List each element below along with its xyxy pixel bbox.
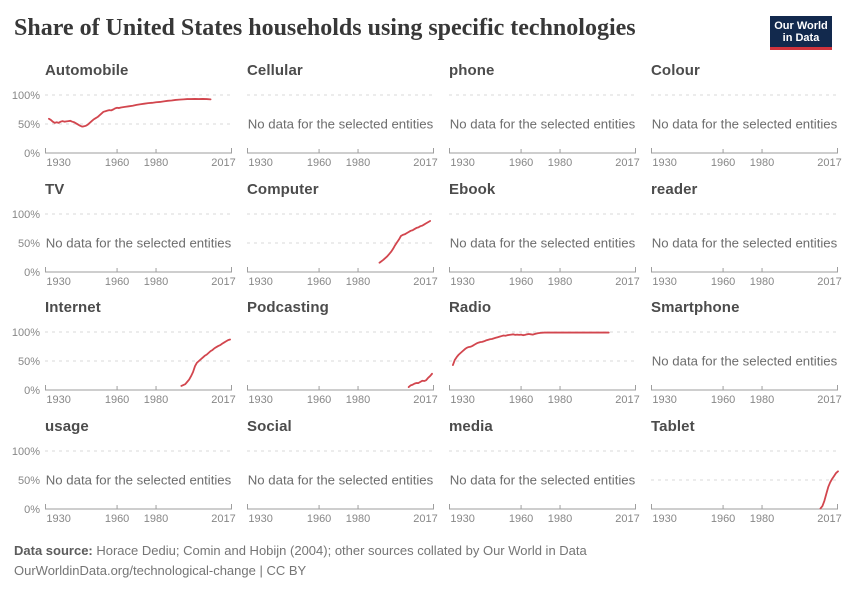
x-tick-label: 2017 (817, 157, 842, 169)
no-data-message: No data for the selected entities (651, 353, 838, 369)
panel-title-phone: phone (449, 62, 495, 79)
panel-ebook (449, 180, 640, 292)
y-tick-label: 0% (24, 384, 40, 397)
x-tick-label: 1960 (104, 275, 130, 288)
x-tick-label: 1980 (345, 157, 371, 169)
panel-plot-tv (11, 208, 236, 292)
no-data-message: No data for the selected entities (247, 116, 434, 132)
line-series-podcasting (409, 374, 432, 387)
panel-title-automobile: Automobile (45, 62, 129, 79)
x-tick-label: 2017 (615, 394, 640, 406)
y-tick-label: 0% (24, 147, 40, 160)
x-tick-label: 1930 (652, 394, 677, 406)
x-tick-label: 1930 (248, 157, 273, 169)
panel-plot-radio (449, 330, 640, 410)
x-tick-label: 1930 (450, 512, 475, 525)
x-tick-label: 1930 (450, 275, 475, 288)
y-tick-label: 50% (17, 474, 40, 487)
footer-source-label: Data source: (14, 543, 93, 558)
panel-podcasting (247, 299, 438, 410)
panel-plot-smartphone (651, 330, 842, 410)
x-tick-label: 1980 (749, 275, 775, 288)
x-tick-label: 2017 (817, 512, 842, 525)
x-tick-label: 1980 (143, 512, 169, 525)
x-tick-label: 2017 (211, 394, 236, 406)
panel-plot-cellular (247, 93, 438, 173)
x-tick-label: 1930 (248, 512, 273, 525)
x-tick-label: 1930 (450, 157, 475, 169)
no-data-message: No data for the selected entities (651, 235, 838, 250)
panel-title-media: media (449, 417, 493, 435)
panel-internet (11, 299, 236, 410)
x-tick-label: 1930 (248, 394, 273, 406)
no-data-message: No data for the selected entities (45, 235, 232, 250)
panel-plot-social (247, 449, 438, 529)
x-tick-label: 1960 (104, 512, 130, 525)
panel-colour (651, 62, 842, 173)
panel-radio (449, 299, 640, 410)
y-tick-label: 100% (11, 445, 40, 458)
x-tick-label: 2017 (413, 512, 438, 525)
panel-media (449, 417, 640, 529)
panel-plot-reader (651, 212, 842, 292)
panel-automobile (11, 62, 236, 173)
x-tick-label: 1960 (508, 157, 534, 169)
x-tick-label: 1980 (547, 394, 573, 406)
y-tick-label: 50% (17, 237, 40, 250)
panel-title-cellular: Cellular (247, 62, 303, 79)
panel-phone (449, 62, 640, 173)
x-tick-label: 1960 (306, 275, 332, 288)
panel-title-social: Social (247, 417, 292, 435)
y-tick-label: 50% (17, 118, 40, 131)
footer-source-line (14, 541, 587, 561)
footer-link-line: OurWorldinData.org/technological-change | CC BY (14, 562, 307, 578)
panel-title-smartphone: Smartphone (651, 299, 740, 316)
x-tick-label: 1980 (143, 275, 169, 288)
x-tick-label: 2017 (211, 157, 236, 169)
x-tick-label: 2017 (413, 275, 438, 288)
owid-logo-line1: Our World (774, 19, 828, 32)
x-tick-label: 2017 (615, 512, 640, 525)
panel-smartphone (651, 299, 842, 410)
panel-reader (651, 180, 842, 292)
no-data-message: No data for the selected entities (247, 472, 434, 487)
page-title: Share of United States households using specific technologies (14, 15, 636, 41)
y-tick-label: 0% (24, 503, 40, 516)
y-tick-label: 50% (17, 355, 40, 368)
panel-usage (11, 417, 236, 529)
no-data-message: No data for the selected entities (651, 116, 838, 132)
x-tick-label: 1960 (710, 394, 736, 406)
no-data-message: No data for the selected entities (45, 472, 232, 487)
panel-plot-media (449, 449, 640, 529)
x-tick-label: 1960 (104, 394, 130, 406)
x-tick-label: 1930 (46, 394, 71, 406)
x-tick-label: 1930 (652, 275, 677, 288)
x-tick-label: 1960 (306, 157, 332, 169)
panel-title-podcasting: Podcasting (247, 299, 329, 316)
no-data-message: No data for the selected entities (449, 235, 636, 250)
x-tick-label: 2017 (615, 275, 640, 288)
panel-cellular (247, 62, 438, 173)
x-tick-label: 2017 (817, 275, 842, 288)
x-tick-label: 1960 (306, 512, 332, 525)
panel-tablet (651, 417, 842, 529)
footer-source-text: Horace Dediu; Comin and Hobijn (2004); other sources collated by Our World in Data (92, 543, 587, 558)
x-tick-label: 1980 (749, 157, 775, 169)
y-tick-label: 100% (11, 208, 40, 221)
panel-plot-colour (651, 93, 842, 173)
footer (14, 541, 587, 580)
panel-title-tv: TV (45, 180, 65, 198)
x-tick-label: 1980 (345, 512, 371, 525)
panel-title-tablet: Tablet (651, 417, 695, 435)
y-tick-label: 0% (24, 266, 40, 279)
panel-tv (11, 180, 236, 292)
owid-logo-line2: in Data (782, 31, 820, 44)
x-tick-label: 1930 (46, 157, 71, 169)
panel-plot-computer (247, 212, 438, 292)
x-tick-label: 1980 (749, 394, 775, 406)
line-series-automobile (49, 99, 211, 127)
panel-plot-automobile (11, 89, 236, 173)
panel-plot-usage (11, 445, 236, 529)
x-tick-label: 1980 (143, 157, 169, 169)
panel-title-colour: Colour (651, 62, 700, 79)
panel-title-reader: reader (651, 180, 698, 198)
x-tick-label: 1980 (547, 512, 573, 525)
panel-plot-tablet (651, 449, 842, 529)
x-tick-label: 1930 (450, 394, 475, 406)
x-tick-label: 1930 (652, 157, 677, 169)
x-tick-label: 1980 (345, 394, 371, 406)
line-series-computer (379, 220, 430, 262)
panel-social (247, 417, 438, 529)
panel-title-internet: Internet (45, 299, 101, 316)
x-tick-label: 1930 (652, 512, 677, 525)
x-tick-label: 2017 (615, 157, 640, 169)
x-tick-label: 1960 (508, 275, 534, 288)
line-series-tablet (820, 471, 838, 508)
no-data-message: No data for the selected entities (449, 472, 636, 487)
panel-plot-ebook (449, 212, 640, 292)
panel-title-computer: Computer (247, 180, 319, 198)
x-tick-label: 1930 (248, 275, 273, 288)
x-tick-label: 1960 (508, 512, 534, 525)
panel-plot-internet (11, 326, 236, 410)
panel-plot-podcasting (247, 330, 438, 410)
panel-computer (247, 180, 438, 292)
x-tick-label: 1930 (46, 275, 71, 288)
owid-logo (770, 16, 832, 50)
no-data-message: No data for the selected entities (449, 116, 636, 132)
x-tick-label: 1980 (143, 394, 169, 406)
x-tick-label: 2017 (211, 512, 236, 525)
x-tick-label: 1960 (710, 275, 736, 288)
x-tick-label: 1980 (547, 275, 573, 288)
line-series-radio (453, 333, 609, 365)
x-tick-label: 2017 (413, 394, 438, 406)
x-tick-label: 1930 (46, 512, 71, 525)
x-tick-label: 1980 (749, 512, 775, 525)
facet-grid (11, 62, 842, 529)
x-tick-label: 2017 (413, 157, 438, 169)
panel-title-ebook: Ebook (449, 180, 496, 198)
y-tick-label: 100% (11, 326, 40, 339)
x-tick-label: 1960 (508, 394, 534, 406)
panel-title-radio: Radio (449, 299, 492, 316)
x-tick-label: 1960 (306, 394, 332, 406)
x-tick-label: 2017 (817, 394, 842, 406)
x-tick-label: 1960 (710, 157, 736, 169)
x-tick-label: 1960 (710, 512, 736, 525)
line-series-internet (181, 340, 230, 386)
x-tick-label: 2017 (211, 275, 236, 288)
panel-title-usage: usage (45, 417, 89, 435)
x-tick-label: 1980 (345, 275, 371, 288)
panel-plot-phone (449, 93, 640, 173)
x-tick-label: 1980 (547, 157, 573, 169)
y-tick-label: 100% (11, 89, 40, 102)
x-tick-label: 1960 (104, 157, 130, 169)
